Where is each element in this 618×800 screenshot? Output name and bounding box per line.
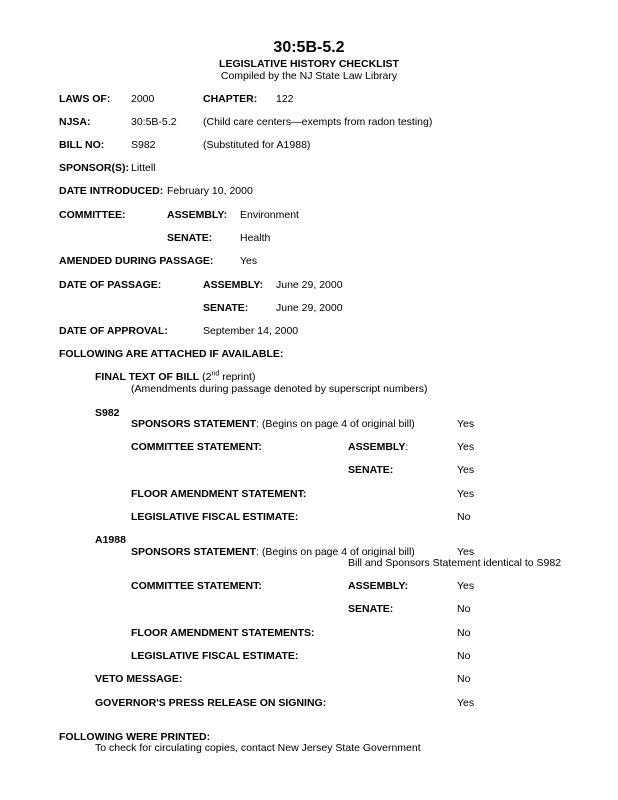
- a1988-committee-statement-label: COMMITTEE STATEMENT:: [131, 580, 262, 592]
- final-text-line: [95, 371, 255, 383]
- a1988-floor-amendment-value: No: [457, 627, 471, 639]
- a1988-committee-senate-value: No: [457, 603, 471, 615]
- press-release-value: Yes: [457, 697, 475, 709]
- chapter-label: CHAPTER:: [203, 93, 258, 105]
- bill-no-description: (Substituted for A1988): [203, 139, 311, 151]
- a1988-floor-amendment-label: FLOOR AMENDMENT STATEMENTS:: [131, 627, 315, 639]
- final-text-label: FINAL TEXT OF BILL: [95, 371, 200, 383]
- committee-label: COMMITTEE:: [59, 209, 126, 221]
- passage-assembly-value: June 29, 2000: [276, 279, 343, 291]
- date-of-passage-label: DATE OF PASSAGE:: [59, 279, 162, 291]
- s982-sponsors-statement-label: SPONSORS STATEMENT: [131, 418, 257, 430]
- date-introduced-label: DATE INTRODUCED:: [59, 185, 164, 197]
- a1988-committee-senate-label: SENATE:: [348, 603, 394, 615]
- a1988-sponsors-statement-note: : (Begins on page 4 of original bill): [256, 546, 415, 558]
- compiled-by: Compiled by the NJ State Law Library: [220, 70, 398, 82]
- a1988-label: A1988: [95, 534, 126, 546]
- njsa-value: 30:5B-5.2: [131, 116, 177, 128]
- s982-sponsors-statement-note: : (Begins on page 4 of original bill): [256, 418, 415, 430]
- passage-senate-value: June 29, 2000: [276, 302, 343, 314]
- committee-assembly-label: ASSEMBLY:: [167, 209, 228, 221]
- committee-senate-label: SENATE:: [167, 232, 213, 244]
- s982-fiscal-estimate-label: LEGISLATIVE FISCAL ESTIMATE:: [131, 511, 299, 523]
- njsa-label: NJSA:: [59, 116, 91, 128]
- amended-value: Yes: [240, 255, 258, 267]
- s982-sponsors-statement-value: Yes: [457, 418, 475, 430]
- final-text-note: (Amendments during passage denoted by superscript numbers): [131, 383, 428, 395]
- chapter-value: 122: [276, 93, 294, 105]
- printed-note: To check for circulating copies, contact New Jersey State Government: [95, 742, 421, 754]
- s982-floor-amendment-label: FLOOR AMENDMENT STATEMENT:: [131, 488, 307, 500]
- press-release-label: GOVERNOR'S PRESS RELEASE ON SIGNING:: [95, 697, 327, 709]
- printed-heading: FOLLOWING WERE PRINTED:: [59, 731, 211, 743]
- s982-sponsors-statement: [131, 418, 415, 430]
- a1988-identical-note: Bill and Sponsors Statement identical to S982: [348, 557, 562, 569]
- sponsors-label: SPONSOR(S):: [59, 162, 130, 174]
- s982-committee-assembly-label: ASSEMBLY: [348, 441, 406, 453]
- checklist-subtitle: LEGISLATIVE HISTORY CHECKLIST: [219, 58, 399, 70]
- s982-committee-senate-label: SENATE:: [348, 464, 394, 476]
- a1988-committee-assembly-value: Yes: [457, 580, 475, 592]
- njsa-description: (Child care centers—exempts from radon testing): [203, 116, 433, 128]
- final-text-post: reprint): [219, 371, 256, 383]
- s982-committee-assembly: [348, 441, 408, 453]
- laws-of-label: LAWS OF:: [59, 93, 111, 105]
- amended-label: AMENDED DURING PASSAGE:: [59, 255, 214, 267]
- sponsors-value: Littell: [131, 162, 156, 174]
- s982-committee-assembly-colon: :: [405, 441, 409, 453]
- veto-message-value: No: [457, 673, 471, 685]
- a1988-fiscal-estimate-value: No: [457, 650, 471, 662]
- final-text-pre: (2: [202, 371, 212, 383]
- laws-of-value: 2000: [131, 93, 155, 105]
- date-introduced-value: February 10, 2000: [167, 185, 253, 197]
- s982-committee-statement-label: COMMITTEE STATEMENT:: [131, 441, 262, 453]
- committee-senate-value: Health: [240, 232, 271, 244]
- s982-committee-senate-value: Yes: [457, 464, 475, 476]
- s982-label: S982: [95, 407, 120, 419]
- a1988-sponsors-statement-label: SPONSORS STATEMENT: [131, 546, 257, 558]
- bill-no-value: S982: [131, 139, 156, 151]
- final-text-sup: nd: [211, 370, 220, 378]
- s982-fiscal-estimate-value: No: [457, 511, 471, 523]
- a1988-fiscal-estimate-label: LEGISLATIVE FISCAL ESTIMATE:: [131, 650, 299, 662]
- s982-floor-amendment-value: Yes: [457, 488, 475, 500]
- date-of-approval-label: DATE OF APPROVAL:: [59, 325, 168, 337]
- committee-assembly-value: Environment: [240, 209, 299, 221]
- attached-heading: FOLLOWING ARE ATTACHED IF AVAILABLE:: [59, 348, 284, 360]
- passage-senate-label: SENATE:: [203, 302, 249, 314]
- page-title: 30:5B-5.2: [273, 39, 345, 56]
- a1988-committee-assembly-label: ASSEMBLY:: [348, 580, 409, 592]
- passage-assembly-label: ASSEMBLY:: [203, 279, 264, 291]
- date-of-approval-value: September 14, 2000: [203, 325, 299, 337]
- a1988-sponsors-statement-value: Yes: [457, 546, 475, 558]
- veto-message-label: VETO MESSAGE:: [95, 673, 183, 685]
- s982-committee-assembly-value: Yes: [457, 441, 475, 453]
- bill-no-label: BILL NO:: [59, 139, 105, 151]
